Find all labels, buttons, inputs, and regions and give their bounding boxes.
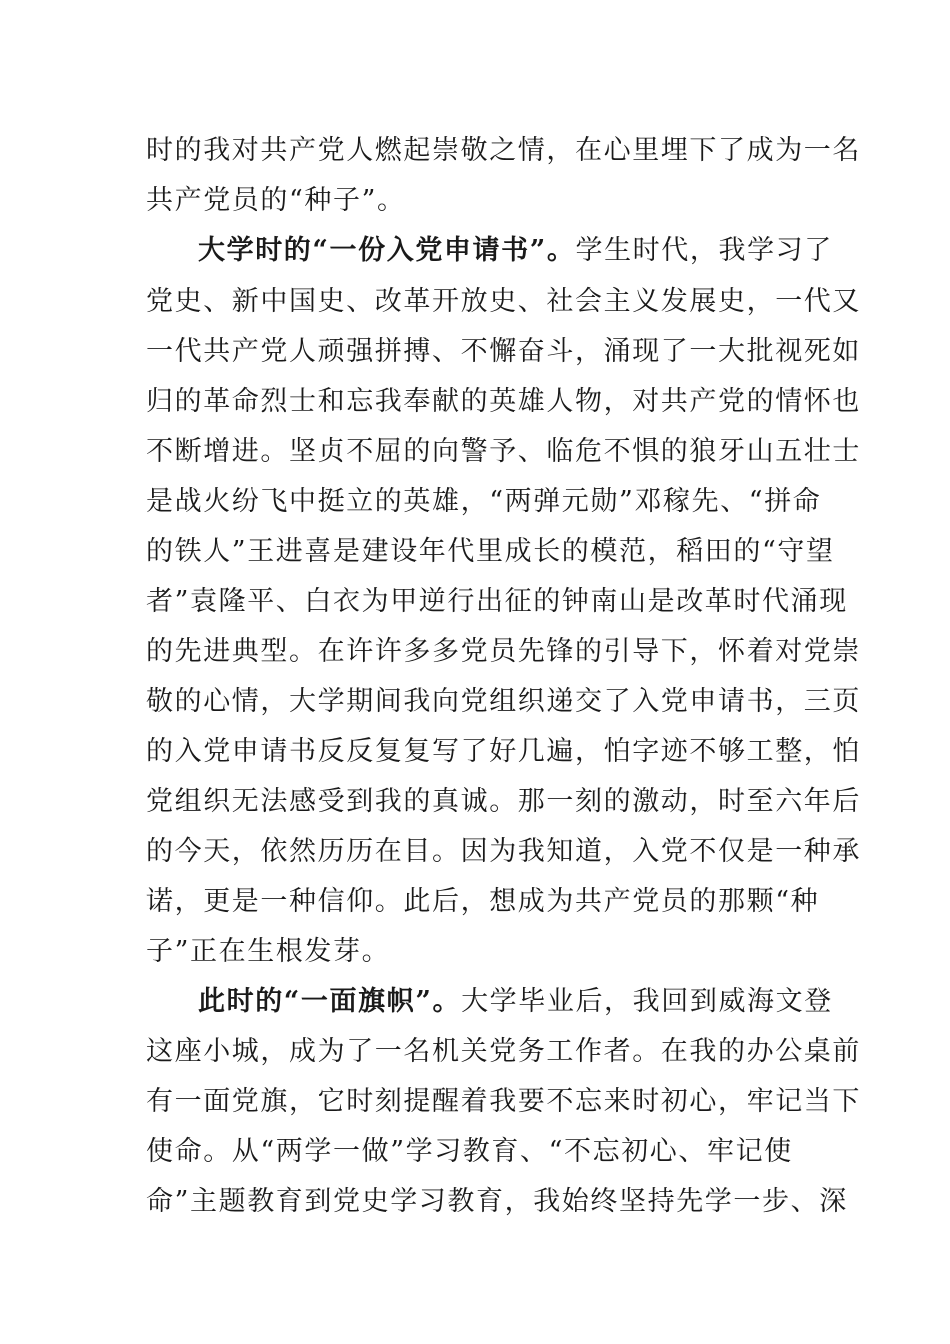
paragraph-text: 大学毕业后，我回到威海文登 — [461, 986, 833, 1017]
paragraph-line: 的今天，依然历历在目。因为我知道，入党不仅是一种承 — [146, 836, 861, 867]
paragraph-first-line — [198, 235, 833, 267]
paragraph-line: 敬的心情，大学期间我向党组织递交了入党申请书，三页 — [146, 686, 861, 717]
section-heading: 大学时的“一份入党申请书”。 — [198, 235, 576, 266]
paragraph-line: 的入党申请书反反复复写了好几遍，怕字迹不够工整，怕 — [146, 736, 861, 767]
paragraph-line: 的铁人”王进喜是建设年代里成长的模范，稻田的“守望 — [146, 536, 835, 567]
paragraph-line: 归的革命烈士和忘我奉献的英雄人物，对共产党的情怀也 — [146, 386, 861, 417]
paragraph-line: 命”主题教育到党史学习教育，我始终坚持先学一步、深 — [146, 1186, 848, 1217]
paragraph-line: 这座小城，成为了一名机关党务工作者。在我的办公桌前 — [146, 1036, 861, 1067]
paragraph-line: 的先进典型。在许许多多党员先锋的引导下，怀着对党崇 — [146, 636, 861, 667]
paragraph-line: 者”袁隆平、白衣为甲逆行出征的钟南山是改革时代涌现 — [146, 586, 848, 617]
paragraph-text: 学生时代，我学习了 — [575, 235, 833, 266]
paragraph-line: 有一面党旗，它时刻提醒着我要不忘来时初心，牢记当下 — [146, 1086, 861, 1117]
paragraph-line: 诺，更是一种信仰。此后，想成为共产党员的那颗“种 — [146, 886, 820, 917]
paragraph-line: 党组织无法感受到我的真诚。那一刻的激动，时至六年后 — [146, 786, 861, 817]
section-heading: 此时的“一面旗帜”。 — [198, 986, 462, 1017]
paragraph-line: 共产党员的“种子”。 — [146, 185, 406, 216]
paragraph-first-line — [198, 986, 833, 1018]
paragraph-line: 不断增进。坚贞不屈的向警予、临危不惧的狼牙山五壮士 — [146, 436, 861, 467]
paragraph-line: 一代共产党人顽强拼搏、不懈奋斗，涌现了一大批视死如 — [146, 336, 861, 367]
paragraph-line: 是战火纷飞中挺立的英雄，“两弹元勋”邓稼先、“拼命 — [146, 486, 822, 517]
paragraph-line: 党史、新中国史、改革开放史、社会主义发展史，一代又 — [146, 286, 861, 317]
paragraph-line: 时的我对共产党人燃起崇敬之情，在心里埋下了成为一名 — [146, 135, 861, 166]
paragraph-line: 子”正在生根发芽。 — [146, 936, 391, 967]
paragraph-line: 使命。从“两学一做”学习教育、“不忘初心、牢记使 — [146, 1136, 793, 1167]
